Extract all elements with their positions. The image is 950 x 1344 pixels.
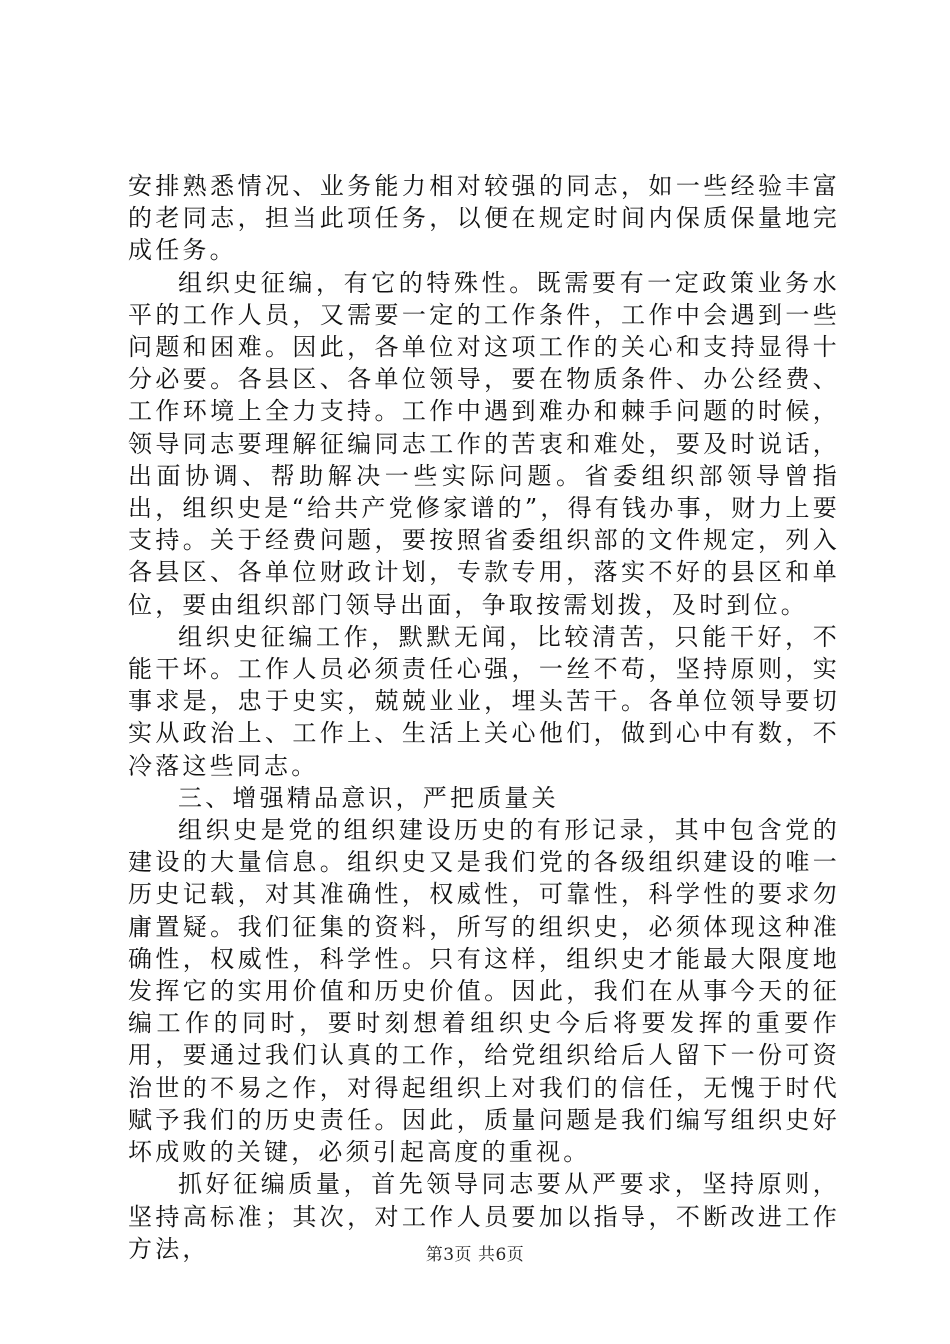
section-heading-quality: 三、增强精品意识，严把质量关 (178, 783, 559, 812)
paragraph-support: 组织史征编，有它的特殊性。既需要有一定政策业务水平的工作人员，又需要一定的工作条件，工作中会遇到一些问题和困难。因此，各单位对这项工作的关心和支持显得十分必要。各县区、各单位领导，要在物质条件、办公经费、工作环境上全力支持。工作中遇到难办和棘手问题的时候，领导同志要理解征编同志工作的苦衷和难处，要及时说话，出面协调、帮助解决一些实际问题。省委组织部领导曾指出，组织史是“给共产党修家谱的”，得有钱办事，财力上要支持。关于经费问题，要按照省委组织部的文件规定，列入各县区、各单位财政计划，专款专用，落实不好的县区和单位，要由组织部门领导出面，争取按需划拨，及时到位。 (128, 268, 840, 619)
document-body (128, 170, 840, 1265)
paragraph-quality-measures: 抓好征编质量，首先领导同志要从严要求，坚持原则，坚持高标准；其次，对工作人员要加以指导，不断改进工作方法， (128, 1170, 840, 1263)
paragraph-quality-importance: 组织史是党的组织建设历史的有形记录，其中包含党的建设的大量信息。组织史又是我们党的各级组织建设的唯一历史记载，对其准确性，权威性，可靠性，科学性的要求勿庸置疑。我们征集的资料，所写的组织史，必须体现这种准确性，权威性，科学性。只有这样，组织史才能最大限度地发挥它的实用价值和历史价值。因此，我们在从事今天的征编工作的同时，要时刻想着组织史今后将要发挥的重要作用，要通过我们认真的工作，给党组织给后人留下一份可资治世的不易之作，对得起组织上对我们的信任，无愧于时代赋予我们的历史责任。因此，质量问题是我们编写组织史好坏成败的关键，必须引起高度的重视。 (128, 816, 840, 1167)
paragraph-staff-care: 组织史征编工作，默默无闻，比较清苦，只能干好，不能干坏。工作人员必须责任心强，一丝不苟，坚持原则，实事求是，忠于史实，兢兢业业，埋头苦干。各单位领导要切实从政治上、工作上、生活上关心他们，做到心中有数，不冷落这些同志。 (128, 622, 840, 780)
paragraph-continuation: 安排熟悉情况、业务能力相对较强的同志，如一些经验丰富的老同志，担当此项任务，以便在规定时间内保质保量地完成任务。 (128, 172, 840, 265)
page-footer: 第3页 共6页 (425, 1245, 525, 1265)
